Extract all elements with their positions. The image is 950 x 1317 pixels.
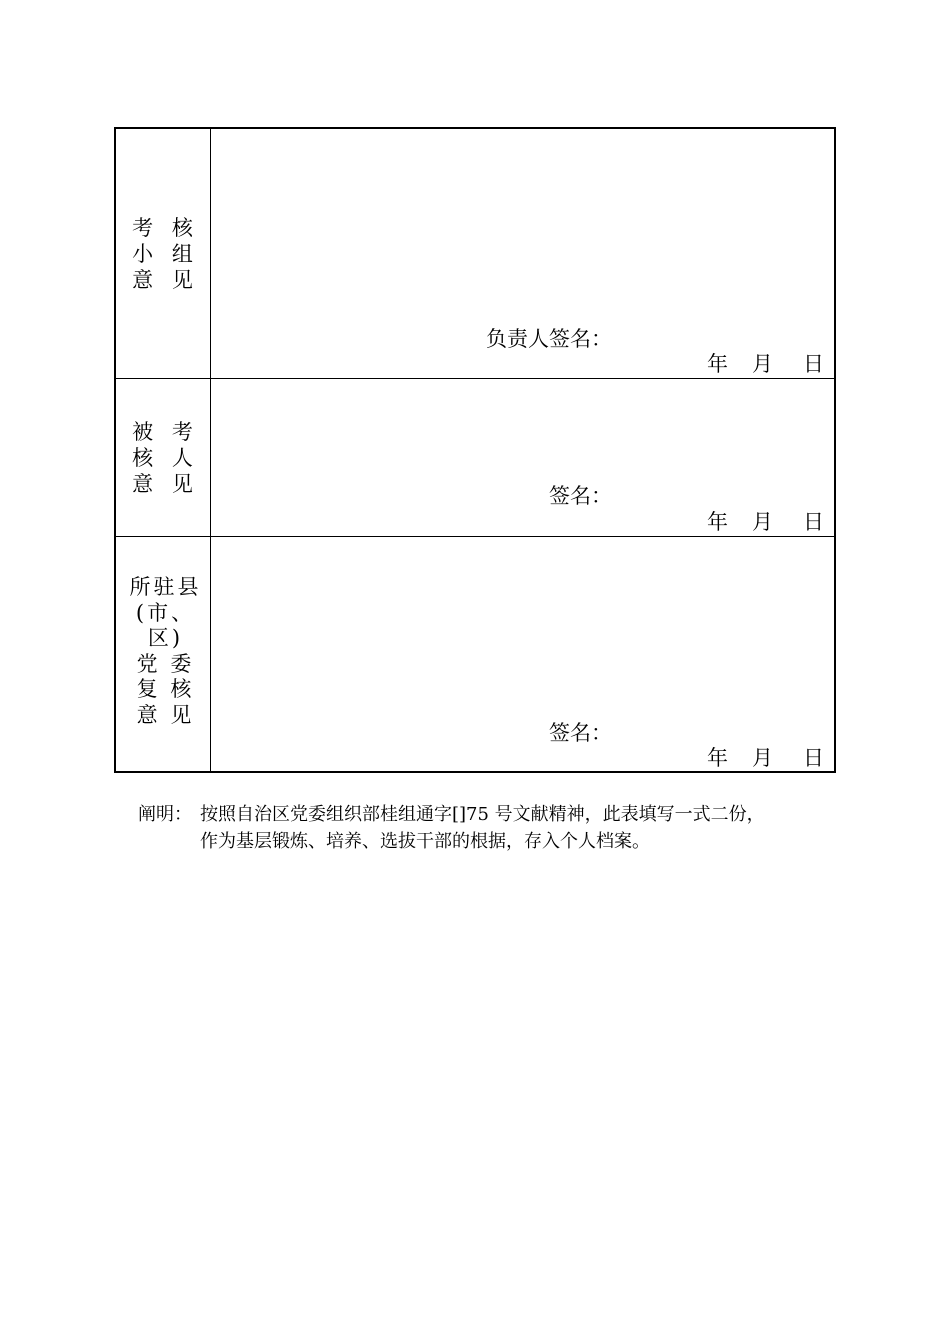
- date-day: 日: [803, 746, 824, 770]
- date-line: [707, 745, 824, 771]
- note-label: 阐明：: [138, 804, 192, 825]
- date-year: 年: [707, 352, 728, 376]
- label-line: 考 核: [132, 216, 199, 240]
- date-day: 日: [803, 510, 824, 534]
- date-line: [707, 509, 824, 535]
- signature-label: 负责人签名：: [486, 327, 612, 351]
- note-body: [200, 801, 840, 855]
- label-line: 所驻县: [129, 575, 202, 599]
- date-year: 年: [707, 746, 728, 770]
- label-line: 意 见: [136, 702, 195, 727]
- form-row-examinee: [116, 379, 834, 537]
- date-line: [707, 351, 824, 377]
- row-label: [116, 419, 211, 497]
- row-label-cell: [116, 537, 211, 771]
- form-row-county-committee: [116, 537, 834, 771]
- row-label-cell: [116, 379, 211, 536]
- date-month: 月: [752, 746, 773, 770]
- note-line: 按照自治区党委组织部桂组通字[]75 号文献精神，此表填写一式二份，: [200, 804, 765, 825]
- opinion-field[interactable]: [211, 379, 834, 536]
- label-line: 被 考: [132, 420, 199, 444]
- form-row-review-team: [116, 129, 834, 379]
- signature-label: 签名：: [549, 484, 612, 508]
- label-line: 小 组: [132, 242, 199, 266]
- signature-label: 签名：: [549, 721, 612, 745]
- label-line: (市、: [135, 600, 196, 625]
- date-month: 月: [752, 510, 773, 534]
- label-line: 党 委: [136, 651, 195, 676]
- date-year: 年: [707, 510, 728, 534]
- row-label: [116, 215, 211, 293]
- row-label-cell: [116, 129, 211, 378]
- date-month: 月: [752, 352, 773, 376]
- label-line: 意 见: [132, 268, 199, 292]
- date-day: 日: [803, 352, 824, 376]
- opinion-field[interactable]: [211, 129, 834, 378]
- opinion-field[interactable]: [211, 537, 834, 771]
- label-line: 复 核: [136, 677, 195, 701]
- note-line: 作为基层锻炼、培养、选拔干部的根据，存入个人档案。: [200, 831, 650, 852]
- label-line: 区): [147, 626, 184, 650]
- row-label: [116, 575, 211, 728]
- label-line: 核 人: [132, 446, 199, 470]
- label-line: 意 见: [132, 472, 199, 496]
- evaluation-form-table: [114, 127, 836, 773]
